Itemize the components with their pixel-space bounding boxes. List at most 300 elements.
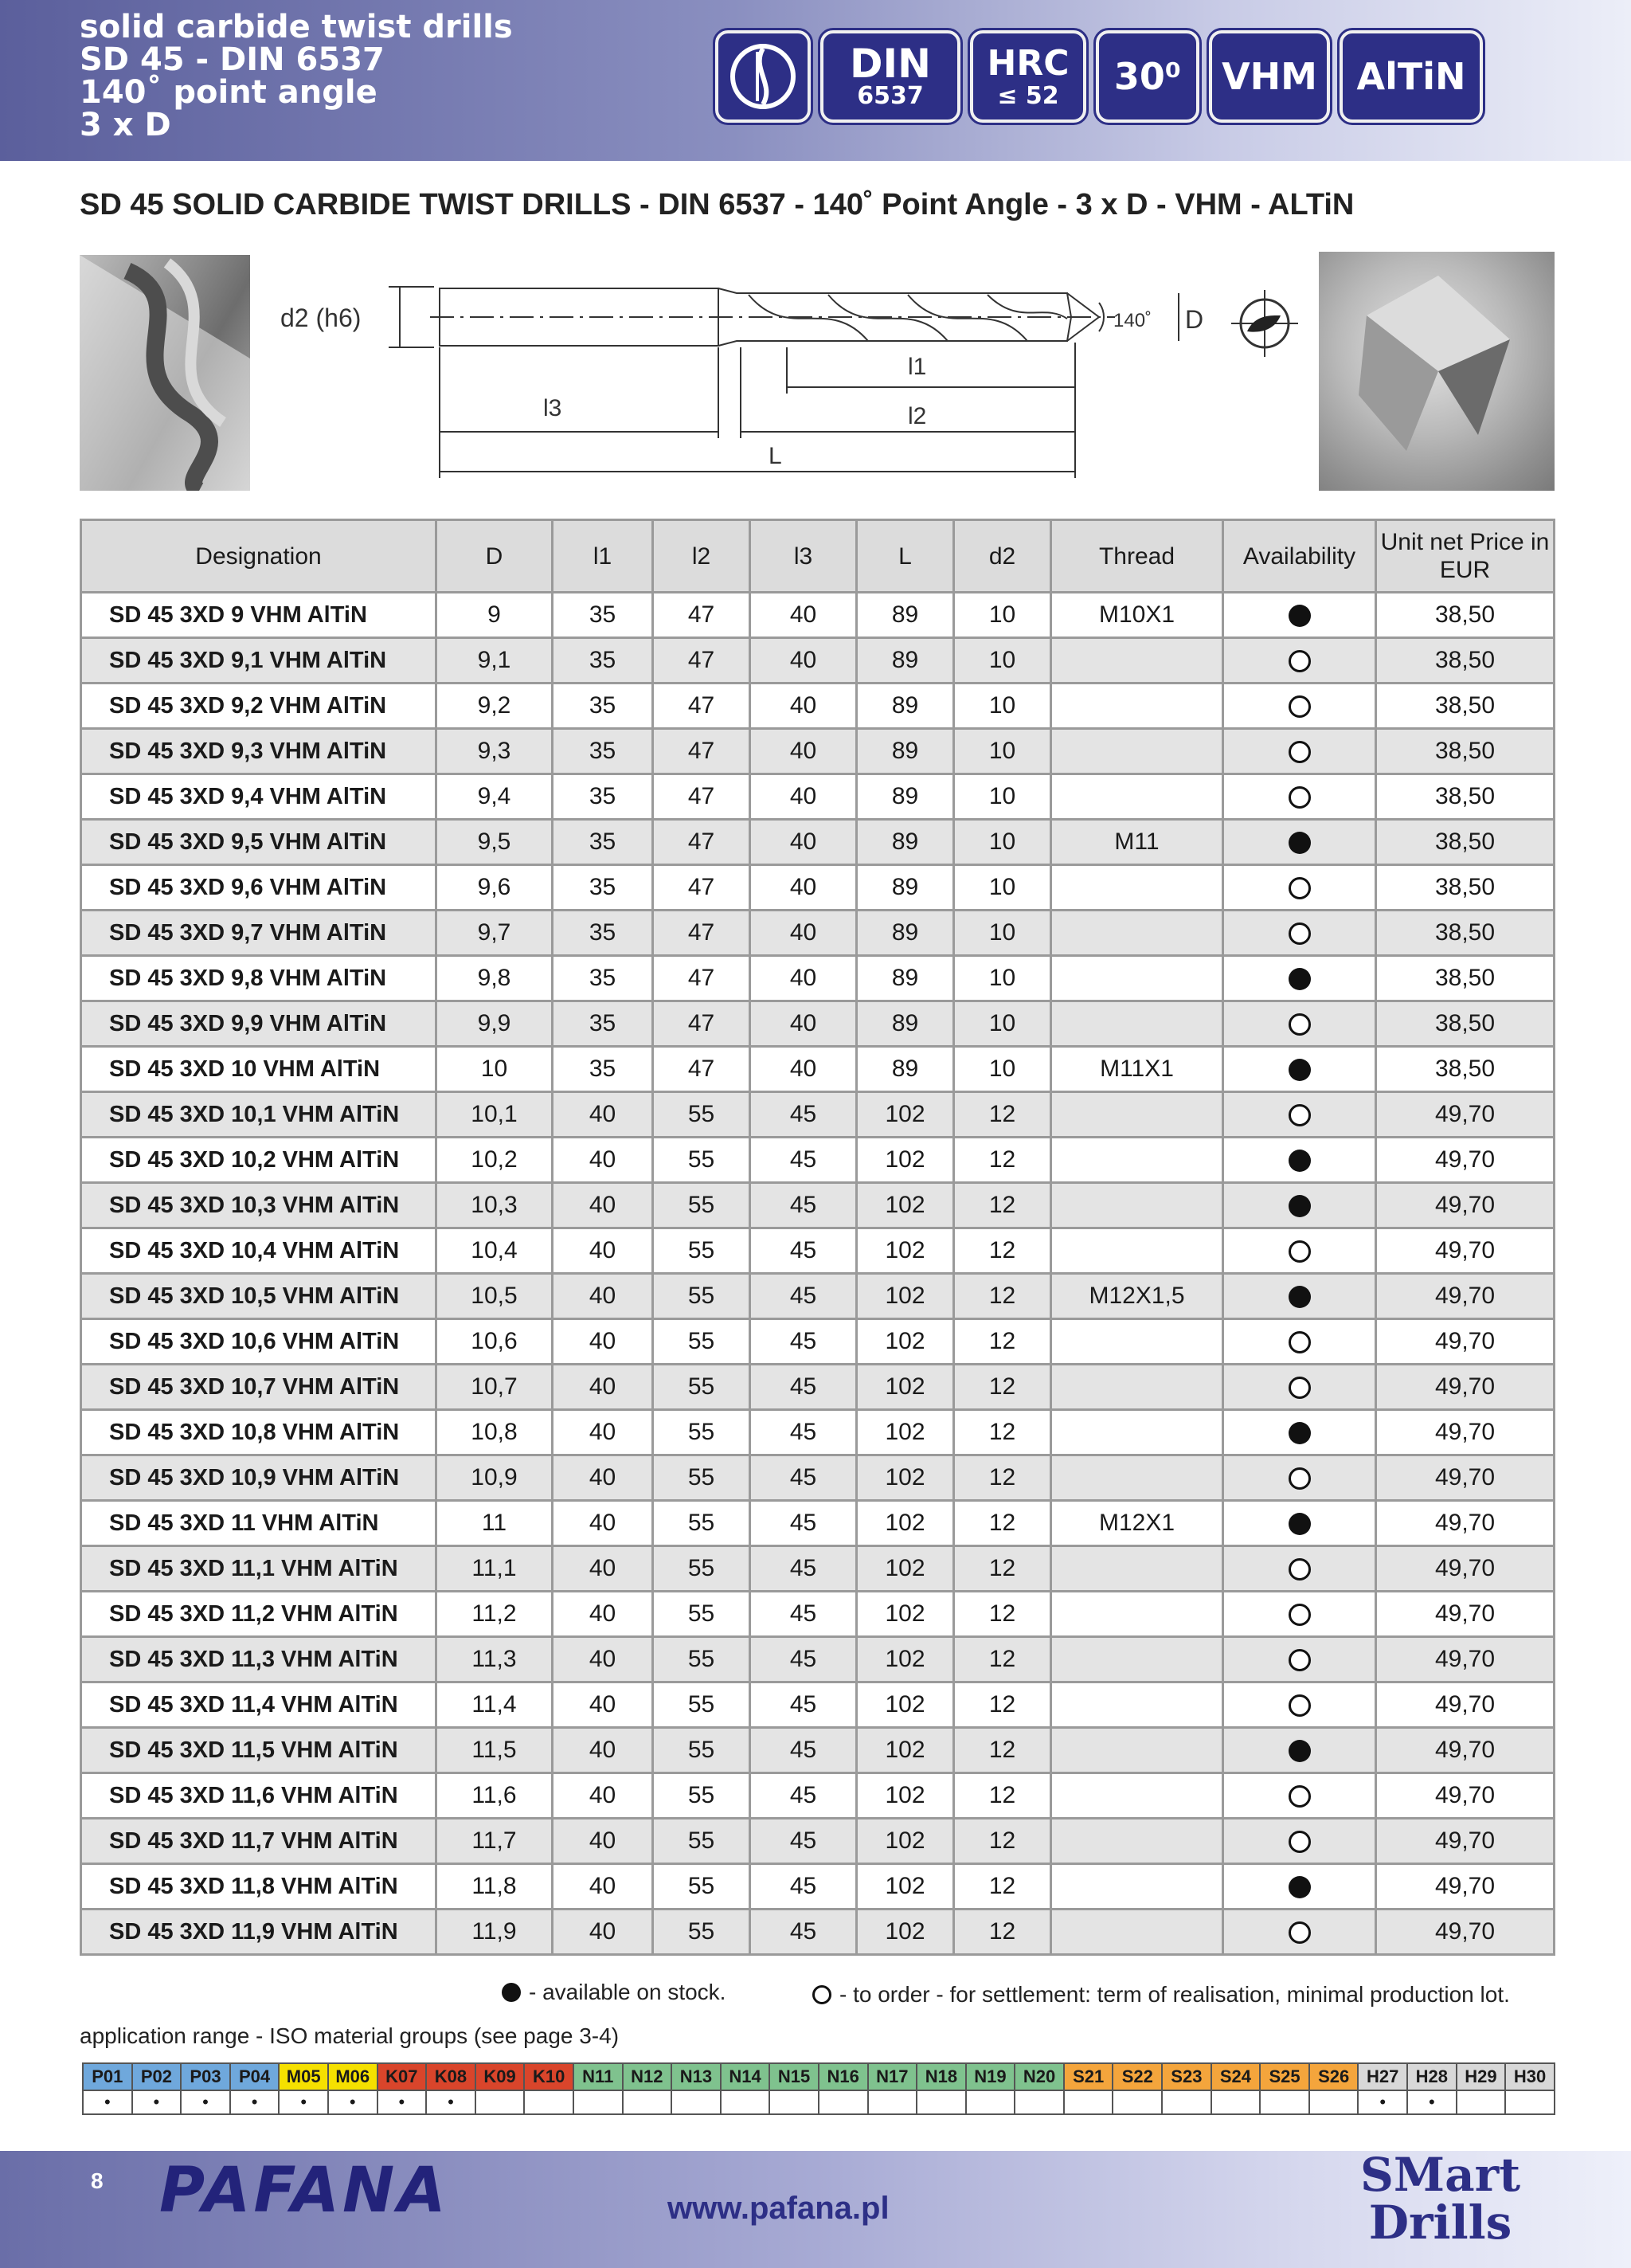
designation-cell: SD 45 3XD 11 VHM AlTiN [81,1501,436,1546]
table-row [81,1365,1555,1410]
l2-cell: 55 [653,1682,750,1728]
designation-cell: SD 45 3XD 9,9 VHM AlTiN [81,1001,436,1047]
order-circle-icon [1289,1331,1311,1353]
l2-cell: 47 [653,911,750,956]
price-cell: 38,50 [1376,1001,1555,1047]
iso-mark-cell [868,2090,917,2114]
thread-cell [1051,911,1223,956]
feature-badges [715,30,1492,123]
d2-cell: 12 [954,1728,1051,1773]
thread-cell [1051,1910,1223,1955]
thread-cell [1051,1319,1223,1365]
l3-cell: 45 [750,1365,857,1410]
L-cell: 89 [857,1047,954,1092]
D-cell: 11,8 [436,1864,553,1910]
smart-drills-line1: SMart [1360,2148,1521,2202]
order-circle-icon [1289,786,1311,809]
availability-cell [1223,593,1376,638]
l1-cell: 35 [553,865,653,911]
header-title [80,11,513,142]
thread-cell [1051,1819,1223,1864]
availability-cell [1223,1592,1376,1637]
iso-group-cell: N15 [769,2063,819,2090]
l1-cell: 40 [553,1410,653,1455]
smart-drills-line2: Drills [1368,2196,1512,2250]
d2-cell: 12 [954,1183,1051,1228]
thread-cell: M12X1,5 [1051,1274,1223,1319]
order-circle-icon [1289,650,1311,672]
thread-cell [1051,638,1223,684]
vhm-badge-label: VHM [1222,55,1317,98]
iso-codes-row [83,2063,1555,2090]
price-cell: 49,70 [1376,1365,1555,1410]
l3-cell: 45 [750,1092,857,1138]
l1-cell: 40 [553,1864,653,1910]
l3-cell: 45 [750,1410,857,1455]
l2-cell: 55 [653,1228,750,1274]
designation-cell: SD 45 3XD 11,3 VHM AlTiN [81,1637,436,1682]
l3-cell: 40 [750,820,857,865]
order-circle-icon [1289,922,1311,945]
iso-mark-cell [1211,2090,1261,2114]
stock-dot-icon [1289,1150,1311,1172]
table-row [81,729,1555,774]
price-cell: 49,70 [1376,1455,1555,1501]
l2-cell: 47 [653,593,750,638]
table-row [81,1410,1555,1455]
D-cell: 11,6 [436,1773,553,1819]
D-cell: 10,4 [436,1228,553,1274]
l2-cell: 55 [653,1365,750,1410]
D-cell: 10,5 [436,1274,553,1319]
designation-cell: SD 45 3XD 9,8 VHM AlTiN [81,956,436,1001]
price-cell: 38,50 [1376,1047,1555,1092]
iso-mark-cell: • [1358,2090,1407,2114]
price-cell: 49,70 [1376,1410,1555,1455]
L-cell: 102 [857,1682,954,1728]
L-cell: 89 [857,684,954,729]
thread-cell: M11X1 [1051,1047,1223,1092]
l3-cell: 45 [750,1819,857,1864]
l1-cell: 40 [553,1228,653,1274]
iso-marks-row [83,2090,1555,2114]
d2-cell: 10 [954,956,1051,1001]
thread-cell [1051,1682,1223,1728]
d2-cell: 12 [954,1455,1051,1501]
l2-cell: 47 [653,638,750,684]
l2-cell: 55 [653,1455,750,1501]
l2-cell: 47 [653,684,750,729]
l3-cell: 40 [750,1001,857,1047]
order-circle-icon [1289,1013,1311,1036]
thread-cell [1051,1455,1223,1501]
column-header: l1 [553,520,653,593]
l1-label: l1 [908,354,927,380]
iso-group-cell: N11 [573,2063,623,2090]
order-circle-icon [1289,741,1311,763]
pafana-logo: PAFANA [159,2155,449,2227]
designation-cell: SD 45 3XD 11,8 VHM AlTiN [81,1864,436,1910]
l1-cell: 40 [553,1365,653,1410]
l3-cell: 40 [750,911,857,956]
price-cell: 38,50 [1376,593,1555,638]
thread-cell [1051,1546,1223,1592]
stock-dot-icon [502,1983,521,2002]
l2-cell: 47 [653,956,750,1001]
availability-cell [1223,1092,1376,1138]
D-cell: 11,7 [436,1819,553,1864]
header-title-line: SD 45 - DIN 6537 [80,41,385,78]
d2-label: d2 (h6) [280,304,362,332]
iso-mark-cell [721,2090,770,2114]
l2-cell: 47 [653,1047,750,1092]
product-table [80,519,1555,1956]
column-header: l3 [750,520,857,593]
designation-cell: SD 45 3XD 10,1 VHM AlTiN [81,1092,436,1138]
iso-group-cell: H28 [1407,2063,1457,2090]
availability-cell [1223,1501,1376,1546]
hrc-badge [970,30,1086,123]
thread-cell [1051,1365,1223,1410]
l1-cell: 40 [553,1501,653,1546]
l1-cell: 35 [553,593,653,638]
thread-cell [1051,1001,1223,1047]
d2-cell: 12 [954,1592,1051,1637]
d2-cell: 12 [954,1228,1051,1274]
l2-cell: 55 [653,1274,750,1319]
thread-cell: M10X1 [1051,593,1223,638]
designation-cell: SD 45 3XD 10,4 VHM AlTiN [81,1228,436,1274]
D-cell: 9,8 [436,956,553,1001]
order-circle-icon [1289,1467,1311,1490]
price-cell: 38,50 [1376,729,1555,774]
stock-dot-icon [1289,832,1311,854]
l1-cell: 40 [553,1092,653,1138]
D-cell: 11,3 [436,1637,553,1682]
stock-dot-icon [1289,1195,1311,1217]
designation-cell: SD 45 3XD 11,1 VHM AlTiN [81,1546,436,1592]
l3-cell: 40 [750,729,857,774]
order-circle-icon [1289,1604,1311,1626]
L-cell: 102 [857,1274,954,1319]
designation-cell: SD 45 3XD 9,1 VHM AlTiN [81,638,436,684]
l3-cell: 45 [750,1728,857,1773]
availability-cell [1223,1365,1376,1410]
d2-cell: 10 [954,865,1051,911]
column-header: Thread [1051,520,1223,593]
designation-cell: SD 45 3XD 10,7 VHM AlTiN [81,1365,436,1410]
stock-dot-icon [1289,1740,1311,1762]
L-cell: 102 [857,1819,954,1864]
designation-cell: SD 45 3XD 9,6 VHM AlTiN [81,865,436,911]
D-cell: 10 [436,1047,553,1092]
availability-cell [1223,1728,1376,1773]
table-row [81,1001,1555,1047]
designation-cell: SD 45 3XD 10,6 VHM AlTiN [81,1319,436,1365]
l1-cell: 35 [553,820,653,865]
application-range-label: application range - ISO material groups (see page 3-4) [80,2023,620,2048]
l2-cell: 55 [653,1410,750,1455]
availability-cell [1223,1183,1376,1228]
l2-label: l2 [908,403,927,429]
thread-cell: M11 [1051,820,1223,865]
iso-mark-cell: • [377,2090,427,2114]
order-circle-icon [1289,1831,1311,1853]
D-cell: 9,6 [436,865,553,911]
vhm-badge [1209,30,1330,123]
iso-group-cell: M05 [279,2063,328,2090]
designation-cell: SD 45 3XD 11,7 VHM AlTiN [81,1819,436,1864]
length-label: L [769,443,782,469]
availability-cell [1223,1410,1376,1455]
d2-cell: 12 [954,1819,1051,1864]
l3-cell: 45 [750,1319,857,1365]
stock-dot-icon [1289,1513,1311,1535]
iso-mark-cell: • [328,2090,377,2114]
L-cell: 89 [857,820,954,865]
table-row [81,1183,1555,1228]
iso-mark-cell: • [132,2090,182,2114]
L-cell: 102 [857,1228,954,1274]
iso-mark-cell [524,2090,573,2114]
l1-cell: 35 [553,729,653,774]
column-header: d2 [954,520,1051,593]
price-cell: 38,50 [1376,820,1555,865]
column-header: L [857,520,954,593]
order-circle-icon [1289,1649,1311,1671]
thread-cell [1051,1092,1223,1138]
designation-cell: SD 45 3XD 11,9 VHM AlTiN [81,1910,436,1955]
l1-cell: 40 [553,1319,653,1365]
l2-cell: 47 [653,1001,750,1047]
iso-mark-cell: • [83,2090,132,2114]
L-cell: 89 [857,865,954,911]
L-cell: 89 [857,593,954,638]
l1-cell: 40 [553,1455,653,1501]
din-badge [820,30,960,123]
iso-mark-cell [475,2090,525,2114]
d2-cell: 12 [954,1092,1051,1138]
l2-cell: 55 [653,1546,750,1592]
iso-group-cell: K09 [475,2063,525,2090]
d2-cell: 10 [954,729,1051,774]
d2-cell: 10 [954,911,1051,956]
altin-badge-label: AlTiN [1356,55,1466,98]
price-cell: 49,70 [1376,1319,1555,1365]
iso-mark-cell [1162,2090,1211,2114]
table-header-row [81,520,1555,593]
header-title-line: solid carbide twist drills [80,9,513,45]
availability-cell [1223,1274,1376,1319]
iso-group-cell: S22 [1113,2063,1162,2090]
thread-cell [1051,1637,1223,1682]
l3-label: l3 [543,395,562,421]
iso-mark-cell: • [279,2090,328,2114]
column-header: Designation [81,520,436,593]
l2-cell: 55 [653,1592,750,1637]
table-row [81,684,1555,729]
d2-cell: 12 [954,1637,1051,1682]
availability-cell [1223,1138,1376,1183]
stock-dot-icon [1289,605,1311,627]
page-header [0,0,1631,161]
price-cell: 49,70 [1376,1637,1555,1682]
l1-cell: 40 [553,1773,653,1819]
D-cell: 9,9 [436,1001,553,1047]
l2-cell: 55 [653,1138,750,1183]
price-cell: 49,70 [1376,1773,1555,1819]
l1-cell: 35 [553,1001,653,1047]
price-cell: 38,50 [1376,956,1555,1001]
table-row [81,820,1555,865]
l2-cell: 55 [653,1773,750,1819]
table-row [81,1864,1555,1910]
designation-cell: SD 45 3XD 9,7 VHM AlTiN [81,911,436,956]
D-cell: 9,5 [436,820,553,865]
l2-cell: 55 [653,1910,750,1955]
L-cell: 102 [857,1501,954,1546]
d2-cell: 10 [954,684,1051,729]
d2-cell: 10 [954,1047,1051,1092]
availability-cell [1223,1001,1376,1047]
table-row [81,1637,1555,1682]
price-cell: 49,70 [1376,1592,1555,1637]
D-cell: 11,1 [436,1546,553,1592]
column-header: Availability [1223,520,1376,593]
thread-cell [1051,684,1223,729]
iso-mark-cell: • [426,2090,475,2114]
l3-cell: 45 [750,1138,857,1183]
thread-cell [1051,865,1223,911]
d2-cell: 10 [954,1001,1051,1047]
l3-cell: 45 [750,1274,857,1319]
D-cell: 10,7 [436,1365,553,1410]
l1-cell: 40 [553,1138,653,1183]
l2-cell: 55 [653,1092,750,1138]
stock-dot-icon [1289,968,1311,990]
L-cell: 102 [857,1410,954,1455]
iso-mark-cell [966,2090,1015,2114]
designation-cell: SD 45 3XD 11,4 VHM AlTiN [81,1682,436,1728]
price-cell: 49,70 [1376,1910,1555,1955]
designation-cell: SD 45 3XD 11,5 VHM AlTiN [81,1728,436,1773]
L-cell: 102 [857,1092,954,1138]
L-cell: 102 [857,1637,954,1682]
D-cell: 11,9 [436,1910,553,1955]
designation-cell: SD 45 3XD 10,9 VHM AlTiN [81,1455,436,1501]
table-row [81,1728,1555,1773]
D-cell: 10,2 [436,1138,553,1183]
thread-cell [1051,1410,1223,1455]
D-cell: 9,2 [436,684,553,729]
price-cell: 49,70 [1376,1546,1555,1592]
D-cell: 10,9 [436,1455,553,1501]
iso-group-cell: N14 [721,2063,770,2090]
table-row [81,1546,1555,1592]
l1-cell: 40 [553,1819,653,1864]
availability-cell [1223,820,1376,865]
l2-cell: 55 [653,1501,750,1546]
iso-mark-cell [819,2090,868,2114]
legend-stock-text: - available on stock. [529,1980,726,2004]
l2-cell: 55 [653,1864,750,1910]
iso-group-cell: P01 [83,2063,132,2090]
designation-cell: SD 45 3XD 9,5 VHM AlTiN [81,820,436,865]
iso-mark-cell [1260,2090,1309,2114]
D-cell: 9,7 [436,911,553,956]
thread-cell [1051,1228,1223,1274]
designation-cell: SD 45 3XD 10 VHM AlTiN [81,1047,436,1092]
D-cell: 9,3 [436,729,553,774]
table-row [81,593,1555,638]
table-row [81,1319,1555,1365]
order-circle-icon [1289,1785,1311,1808]
designation-cell: SD 45 3XD 10,5 VHM AlTiN [81,1274,436,1319]
iso-group-cell: N16 [819,2063,868,2090]
d2-cell: 10 [954,774,1051,820]
l1-cell: 40 [553,1274,653,1319]
table-row [81,1819,1555,1864]
iso-group-cell: N17 [868,2063,917,2090]
L-cell: 89 [857,956,954,1001]
iso-group-cell: N13 [671,2063,721,2090]
L-cell: 102 [857,1183,954,1228]
price-cell: 38,50 [1376,865,1555,911]
L-cell: 102 [857,1546,954,1592]
table-row [81,1138,1555,1183]
l3-cell: 40 [750,774,857,820]
l1-cell: 40 [553,1592,653,1637]
order-circle-icon [1289,1921,1311,1944]
availability-cell [1223,1546,1376,1592]
designation-cell: SD 45 3XD 11,2 VHM AlTiN [81,1592,436,1637]
website-link[interactable]: www.pafana.pl [667,2191,890,2226]
price-cell: 49,70 [1376,1501,1555,1546]
iso-mark-cell [573,2090,623,2114]
D-cell: 10,3 [436,1183,553,1228]
availability-cell [1223,1773,1376,1819]
table-row [81,1274,1555,1319]
table-row [81,1228,1555,1274]
price-cell: 49,70 [1376,1092,1555,1138]
availability-cell [1223,1910,1376,1955]
smart-drills-logo [1360,2148,1521,2250]
table-row [81,1501,1555,1546]
price-cell: 38,50 [1376,638,1555,684]
l3-cell: 40 [750,1047,857,1092]
iso-material-table [82,2062,1555,2115]
din-badge-top: DIN [850,41,931,87]
d2-cell: 12 [954,1546,1051,1592]
D-cell: 9,4 [436,774,553,820]
table-row [81,956,1555,1001]
d2-cell: 12 [954,1138,1051,1183]
table-row [81,638,1555,684]
iso-group-cell: P03 [181,2063,230,2090]
price-cell: 38,50 [1376,774,1555,820]
stock-dot-icon [1289,1422,1311,1444]
d2-cell: 10 [954,593,1051,638]
price-cell: 49,70 [1376,1728,1555,1773]
iso-group-cell: K08 [426,2063,475,2090]
table-row [81,911,1555,956]
d2-cell: 12 [954,1365,1051,1410]
designation-cell: SD 45 3XD 10,8 VHM AlTiN [81,1410,436,1455]
legend-order-text: - to order - for settlement: term of realisation, minimal production lot. [839,1982,1510,2007]
l3-cell: 40 [750,684,857,729]
l3-cell: 45 [750,1773,857,1819]
iso-group-cell: N18 [917,2063,966,2090]
